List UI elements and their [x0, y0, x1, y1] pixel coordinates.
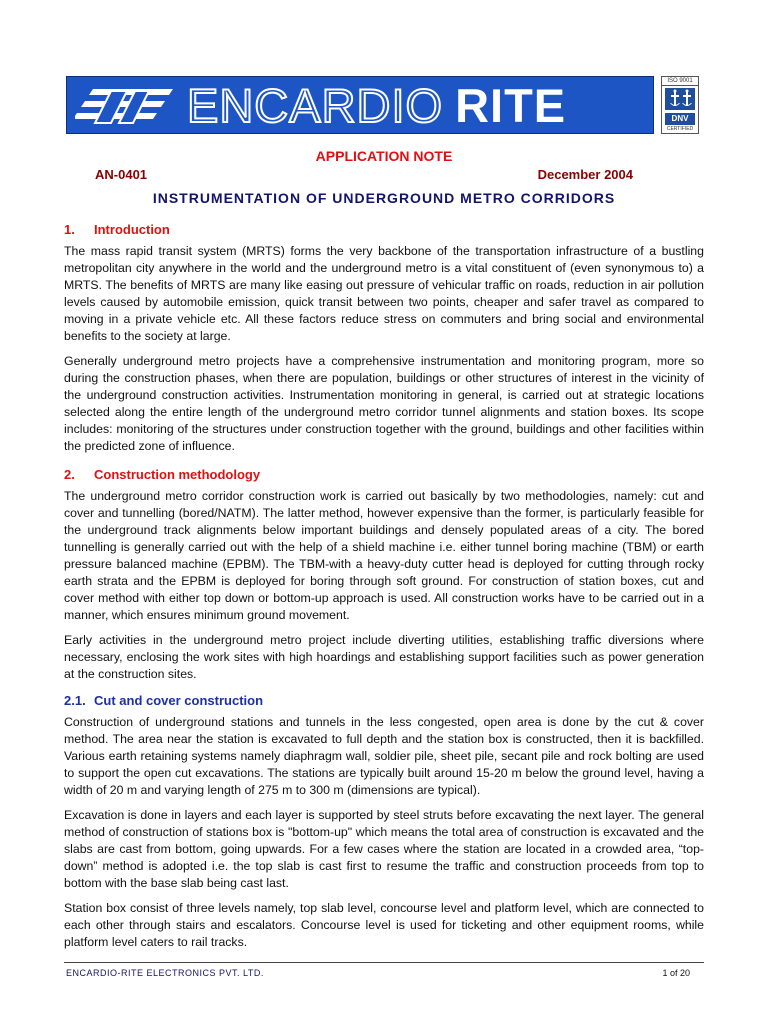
paragraph: Excavation is done in layers and each layer is supported by steel struts before excavating the next layer. The general method of construction of stations box is "bottom-up" which means the total area of construction is excavated and the slabs are cast from bottom, going upwards. For a few cases where the station are located in a crowded area, “top-down” method is adopted i.e. the top slab is cast first to resume the traffic and construction proceeds from top to bottom with the base slab being cast last.: [64, 808, 704, 890]
brand-name: [187, 79, 566, 133]
page-number: 1 of 20: [662, 968, 690, 978]
paragraph: Station box consist of three levels namely, top slab level, concourse level and platform level, which are connected to each other through stairs and escalators. Concourse level is used for ticketing and other equipment rooms, while platform level caters to rail tracks.: [64, 901, 704, 949]
section-title: Construction methodology: [94, 467, 261, 482]
paragraph: Construction of underground stations and tunnels in the less congested, open area is done by the cut & cover method. The area near the station is excavated to full depth and the station box is constructed, then it is backfilled. Various earth retaining systems namely diaphragm wall, soldier pile, sheet pile, secant pile and rock bolting are used to support the open cut excavations. The stations are typically built around 15-20 m below the ground level, having a width of 20 m and varying length of 275 m to 300 m (dimensions are typical).: [64, 715, 704, 797]
paragraph: The mass rapid transit system (MRTS) forms the very backbone of the transportation infrastructure of a bustling metropolitan city anywhere in the world and the underground metro is a vital constituent of (even synonymous to) a MRTS. The benefits of MRTS are many like easing out pressure of vehicular traffic on roads, reduction in air pollution levels caused by automobile emission, quick transit between two points, cheaper and safer travel as compared to moving in a private vehicle etc. All these factors reduce stress on commuters and bring social and environmental benefits to the society at large.: [64, 244, 704, 343]
footer-company: ENCARDIO-RITE ELECTRONICS PVT. LTD.: [66, 968, 264, 978]
paragraph: The underground metro corridor construction work is carried out basically by two methodologies, namely: cut and cover and tunnelling (bored/NATM). The latter method, however expensive than the former, is particularly feasible for the underground track alignments below important buildings and densely populated areas of a city. The bored tunnelling is generally carried out with the help of a shield machine i.e. either tunnel boring machine (TBM) or earth pressure balanced machine (EPBM). The TBM-with a heavy-duty cutter head is deployed for cutting through rocky earth strata and the EPBM is deployed for boring through soft ground. For construction of station boxes, cut and cover method with either top down or bottom-up approach is used. All construction works have to be carried out in a manner, which ensures minimum ground movement.: [64, 489, 704, 622]
subsection-heading-cut-and-cover: [64, 693, 704, 708]
cert-top-label: ISO 9001: [662, 77, 698, 86]
section-number: 2.: [64, 467, 75, 482]
anchor-crown-icon: [665, 88, 695, 110]
document-type: APPLICATION NOTE: [315, 148, 453, 164]
subsection-title: Cut and cover construction: [94, 693, 264, 708]
section-heading-introduction: [64, 222, 704, 237]
iso-certification-badge: [661, 76, 699, 134]
section-number: 1.: [64, 222, 75, 237]
dnv-label: DNV: [665, 113, 695, 125]
brand-part2: RITE: [455, 79, 567, 132]
cert-bottom-label: CERTIFIED: [666, 126, 694, 132]
encardio-logo-icon: [75, 85, 175, 127]
subsection-number: 2.1.: [64, 693, 86, 708]
paragraph: Generally underground metro projects have a comprehensive instrumentation and monitoring program, more so during the construction phases, when there are population, buildings or other structures of interest in the vicinity of the underground construction activities. Instrumentation monitoring in general, is carried out at strategic locations selected along the entire length of the underground metro corridor tunnel alignments and station boxes. Its scope includes: monitoring of the structures under construction together with the ground, buildings and other facilities within the predicted zone of influence.: [64, 354, 704, 453]
section-title: Introduction: [94, 222, 170, 237]
paragraph: Early activities in the underground metro project include diverting utilities, establishing traffic diversions where necessary, enclosing the work sites with high hoardings and establishing support facilities such as power generation at the construction sites.: [64, 633, 704, 681]
document-date: December 2004: [537, 167, 633, 182]
document-title: INSTRUMENTATION OF UNDERGROUND METRO CORRIDORS: [152, 190, 616, 206]
header-banner: [66, 76, 654, 134]
footer-divider: [64, 962, 704, 963]
document-id: AN-0401: [95, 167, 148, 182]
brand-part1: ENCARDIO: [187, 79, 444, 132]
section-heading-construction-methodology: [64, 467, 704, 482]
document-body: [64, 222, 704, 959]
